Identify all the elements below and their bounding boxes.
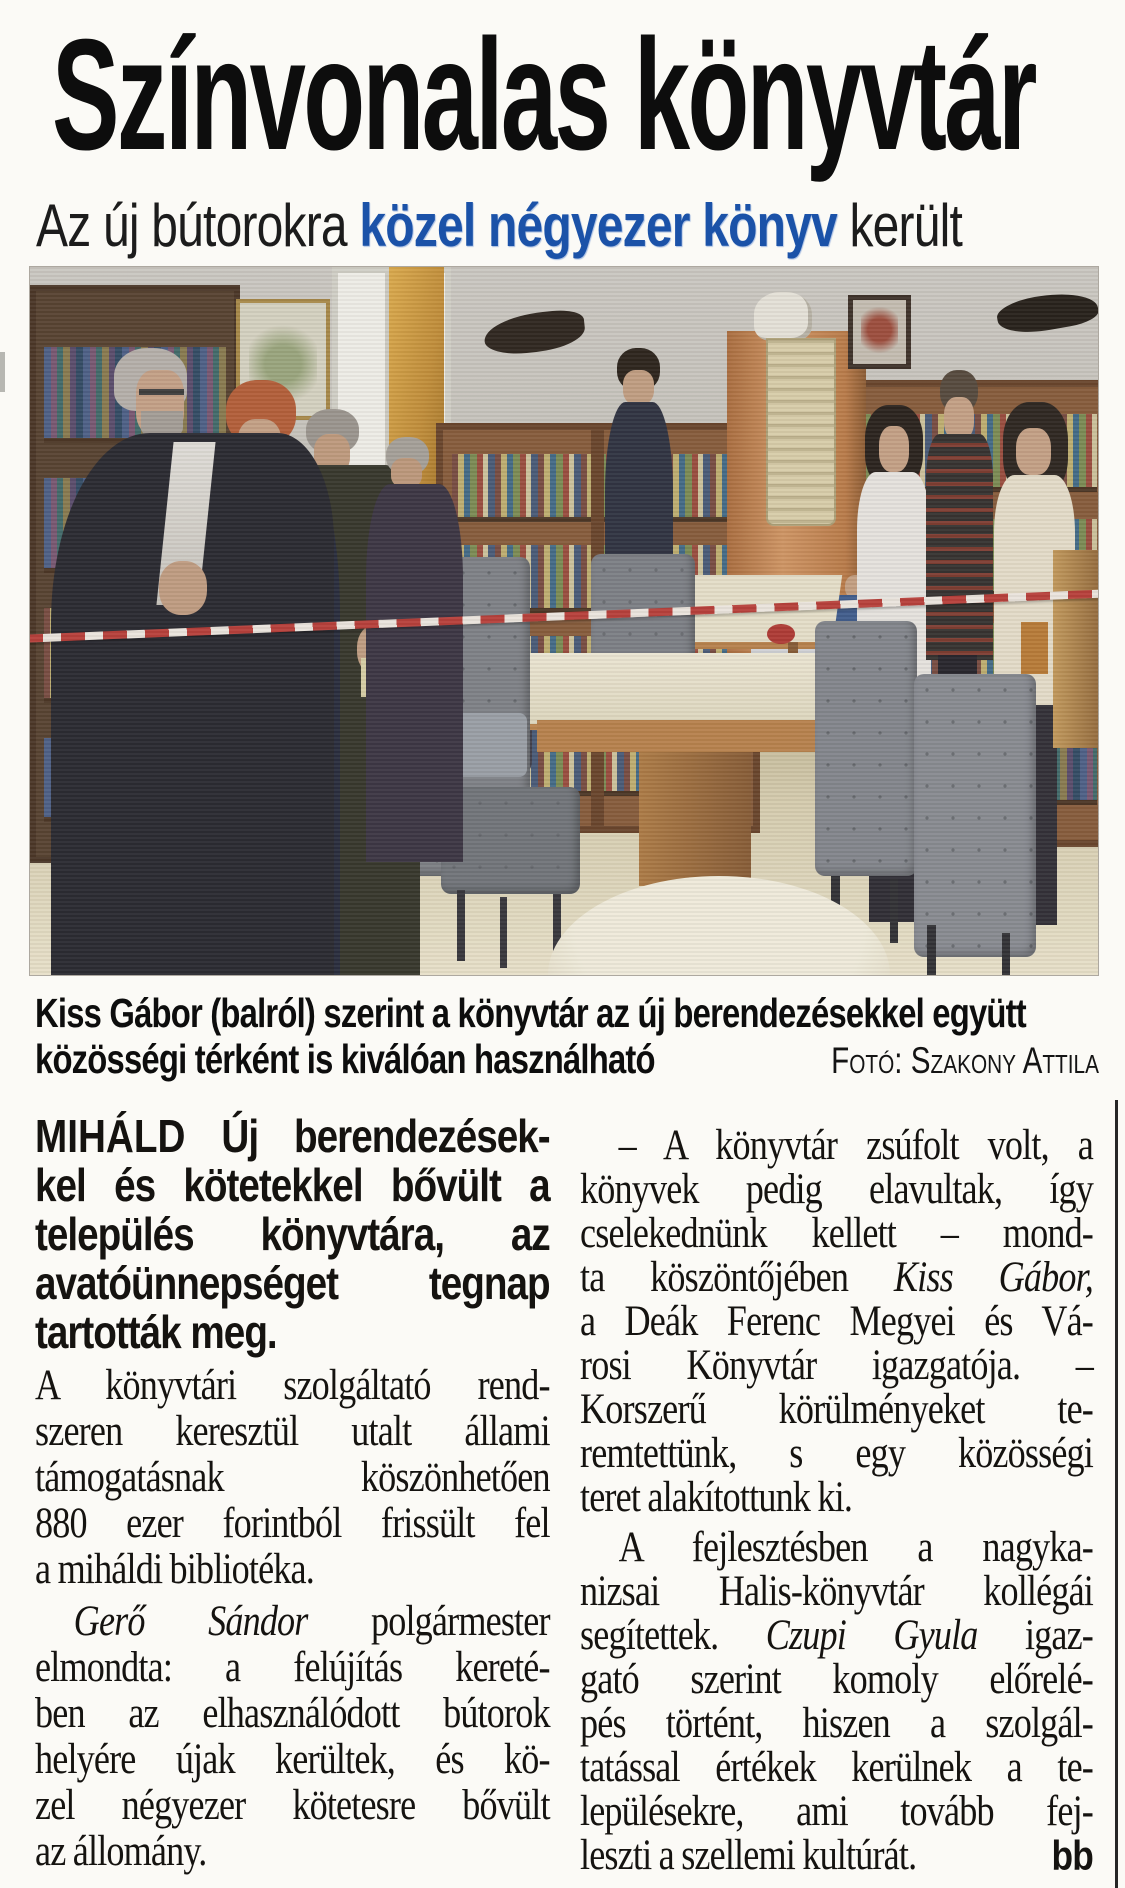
subheadline-pre: Az új bútorokra	[36, 192, 360, 259]
text-segment: tatással értékek kerülnek a te-	[580, 1744, 1094, 1791]
text-line	[35, 1455, 550, 1501]
caption-line2: közösségi térként is kiválóan használható	[35, 1036, 655, 1082]
hand	[159, 561, 207, 614]
subheadline-post: került	[836, 192, 963, 259]
author-initials: bb	[1051, 1832, 1094, 1879]
paragraph	[580, 1526, 1093, 1878]
table-front-top	[512, 653, 856, 730]
scan-edge-artifact	[0, 352, 5, 392]
text-line	[580, 1432, 1093, 1476]
caption-line1: Kiss Gábor (balról) szerint a könyvtár az új berendezésekkel együtt	[35, 990, 1026, 1036]
text-line	[35, 1599, 550, 1645]
chair-leg	[500, 897, 507, 968]
ribbon-knot	[767, 624, 795, 644]
glasses	[139, 389, 184, 395]
text-segment: A fejlesztésben a nagyka-	[618, 1524, 1094, 1571]
face	[944, 397, 974, 440]
article-subheadline	[36, 192, 1106, 268]
text-segment: Új berendezések-	[185, 1110, 550, 1162]
text-line	[580, 1658, 1093, 1702]
table-front-apron	[537, 720, 836, 752]
chair-far-right-back	[914, 674, 1036, 957]
article-body	[35, 1112, 1125, 1888]
text-segment: könyvek pedig elavultak, így	[580, 1166, 1094, 1213]
headline-text: Színvonalas könyvtár	[52, 7, 1035, 183]
person-background-head	[366, 437, 462, 862]
name-italic: Gerő Sándor	[73, 1598, 308, 1645]
text-segment: zel négyezer kötetesre bővült	[35, 1782, 550, 1829]
chair-leg	[1002, 933, 1011, 975]
chair-leg	[457, 890, 464, 961]
text-line	[580, 1834, 1093, 1878]
paragraph	[35, 1363, 550, 1593]
text-segment: ta köszöntőjében	[580, 1254, 894, 1301]
text-segment: – A könyvtár zsúfolt volt, a	[618, 1122, 1094, 1169]
text-line	[580, 1168, 1093, 1212]
text-segment: elmondta: a felújítás kereté-	[35, 1644, 550, 1691]
face	[623, 370, 654, 405]
text-segment: Korszerű körülményeket te-	[580, 1386, 1094, 1433]
subheadline-text	[36, 192, 962, 260]
body	[366, 484, 462, 862]
text-line	[580, 1300, 1093, 1344]
text-line	[35, 1691, 550, 1737]
text-line	[580, 1526, 1093, 1570]
text-segment: rosi Könyvtár igazgatója. –	[580, 1342, 1094, 1389]
chair-right-back	[815, 621, 918, 876]
text-line	[35, 1161, 550, 1210]
dateline-city: MIHÁLD	[35, 1110, 186, 1162]
text-segment: nizsai Halis-könyvtár kollégái	[580, 1568, 1094, 1615]
text-segment: kel és kötetekkel bővült a	[35, 1159, 550, 1211]
person-kiss-gabor	[51, 348, 334, 975]
text-line	[35, 1210, 550, 1259]
text-segment: gató szerint komoly előrelé-	[580, 1656, 1094, 1703]
text-line	[35, 1308, 550, 1357]
text-segment: polgármester	[307, 1598, 550, 1645]
held-book	[1021, 622, 1048, 674]
text-line	[580, 1124, 1093, 1168]
text-segment: ben az elhasználódott bútorok	[35, 1690, 550, 1737]
desk-right	[1053, 550, 1098, 748]
name-italic: Kiss Gábor,	[893, 1254, 1094, 1301]
paragraph	[35, 1599, 550, 1875]
text-segment: szeren keresztül utalt állami	[35, 1408, 550, 1455]
text-segment: lepülésekre, ami tovább fej-	[580, 1788, 1094, 1835]
text-segment: a miháldi bibliotéka.	[35, 1546, 314, 1593]
text-line	[580, 1570, 1093, 1614]
text-segment: az állomány.	[35, 1828, 207, 1875]
text-line	[35, 1783, 550, 1829]
text-line	[580, 1256, 1093, 1300]
picture-art	[861, 307, 898, 358]
text-line	[580, 1790, 1093, 1834]
paragraph	[580, 1124, 1093, 1520]
column-left	[35, 1112, 550, 1881]
text-segment: remtettünk, s egy közösségi	[580, 1430, 1094, 1477]
sweater	[926, 434, 993, 660]
text-line	[580, 1614, 1093, 1658]
text-line	[35, 1737, 550, 1783]
text-segment: teret alakítottunk ki.	[580, 1474, 853, 1521]
text-segment: a Deák Ferenc Megyei és Vá-	[580, 1298, 1094, 1345]
text-line	[35, 1112, 550, 1161]
text-segment: település könyvtára, az	[35, 1208, 550, 1260]
small-picture-frame	[848, 295, 911, 369]
text-line	[35, 1547, 550, 1593]
text-line	[35, 1363, 550, 1409]
text-segment: avatóünnepséget tegnap	[35, 1257, 550, 1309]
text-line	[580, 1746, 1093, 1790]
text-line	[35, 1501, 550, 1547]
text-segment: helyére újak kerültek, és kö-	[35, 1736, 550, 1783]
article-headline	[52, 7, 1112, 196]
chair-leg	[890, 879, 899, 943]
table-front-leg-panel	[639, 752, 751, 887]
text-line	[35, 1409, 550, 1455]
text-segment: igaz-	[977, 1612, 1094, 1659]
text-line	[580, 1476, 1093, 1520]
subheadline-highlight: közel négyezer könyv	[359, 192, 837, 259]
caption-inner	[35, 990, 1099, 1084]
library-photo	[30, 267, 1098, 975]
face	[1016, 428, 1050, 475]
text-line	[35, 1645, 550, 1691]
text-segment: segítettek.	[580, 1612, 766, 1659]
text-line	[580, 1702, 1093, 1746]
photo-caption	[35, 990, 1105, 1090]
text-segment: leszti a szellemi kultúrát.	[580, 1832, 917, 1879]
text-segment: A könyvtári szolgáltató rend-	[35, 1362, 550, 1409]
text-segment: cselekednünk kellett – mond-	[580, 1210, 1094, 1257]
paragraph	[35, 1112, 550, 1357]
caption-line2-row	[35, 1036, 1099, 1084]
text-line	[35, 1829, 550, 1875]
face	[879, 426, 909, 473]
text-segment: tartották meg.	[35, 1306, 277, 1358]
column-rule	[1115, 1100, 1118, 1888]
text-segment: 880 ezer forintból frissült fel	[35, 1500, 550, 1547]
text-line	[580, 1212, 1093, 1256]
text-line	[580, 1388, 1093, 1432]
text-line	[580, 1344, 1093, 1388]
text-segment: támogatásnak köszönhetően	[35, 1454, 550, 1501]
pillar-top-ornament	[754, 292, 812, 342]
name-italic: Czupi Gyula	[765, 1612, 978, 1659]
photo-credit: Fotó: Szakony Attila	[831, 1040, 1099, 1081]
chair-leg	[927, 925, 936, 975]
banner-scroll	[766, 338, 836, 526]
column-right	[580, 1124, 1093, 1884]
text-line	[35, 1259, 550, 1308]
text-segment: pés történt, hiszen a szolgál-	[580, 1700, 1094, 1747]
